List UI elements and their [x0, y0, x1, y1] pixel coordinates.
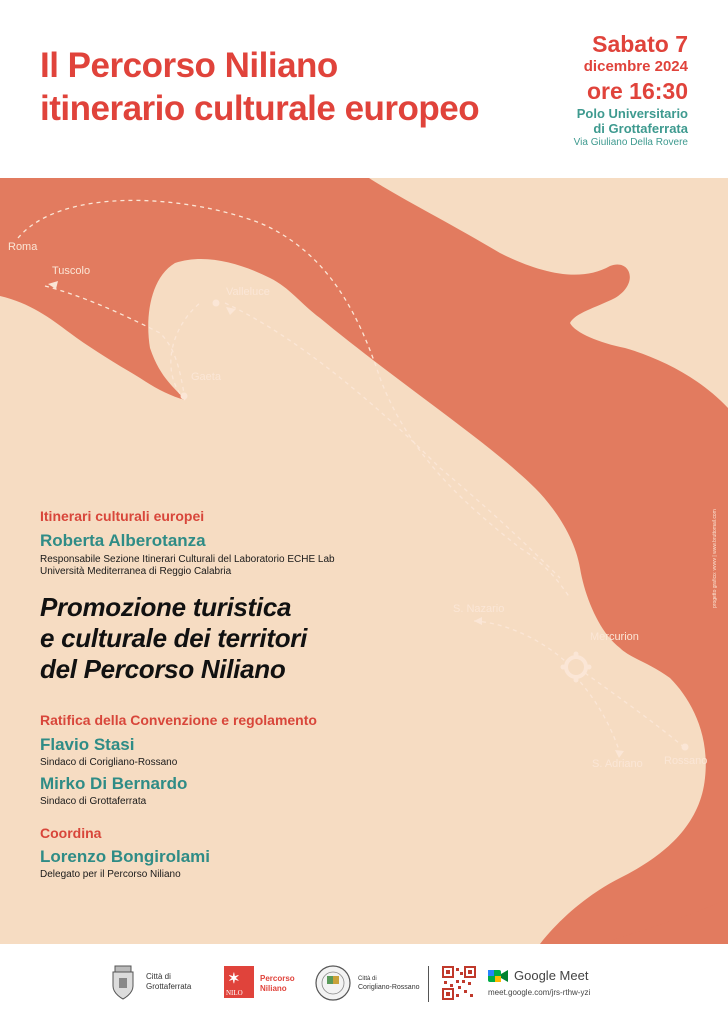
point-rossano — [682, 744, 689, 751]
logo-grottaferrata-text1: Città di — [146, 972, 171, 981]
logo-grottaferrata — [110, 964, 192, 1005]
place-label-rossano: Rossano — [664, 755, 708, 767]
header — [0, 0, 728, 178]
event-subtitle: itinerario culturale europeo — [40, 89, 480, 128]
arrow-sadriano — [615, 750, 624, 758]
speaker-affiliation: Università Mediterranea di Reggio Calabria — [40, 566, 232, 577]
speaker-block-bongirolami — [40, 847, 210, 881]
section-heading-ratifica — [40, 712, 317, 728]
speaker-block-stasi — [40, 735, 177, 769]
speaker-name: Lorenzo Bongirolami — [40, 847, 210, 866]
section-label: Coordina — [40, 825, 102, 841]
event-title: Il Percorso Niliano — [40, 46, 338, 85]
venue-address: Via Giuliano Della Rovere — [573, 137, 688, 148]
logo-percorso-niliano — [224, 966, 295, 998]
place-label-gaeta: Gaeta — [191, 371, 221, 383]
speaker-role: Sindaco di Grottaferrata — [40, 796, 147, 807]
niliano-mark-icon: ✶ NILO — [224, 966, 254, 998]
logo-corigliano-text1: Città di — [358, 976, 377, 982]
speaker-role: Delegato per il Percorso Niliano — [40, 869, 181, 880]
speaker-block-dibernardo — [40, 774, 187, 808]
qr-code[interactable] — [442, 966, 476, 1005]
logo-grottaferrata-text2: Grottaferrata — [146, 982, 192, 991]
place-label-tuscolo: Tuscolo — [52, 265, 91, 277]
speaker-role: Responsabile Sezione Itinerari Culturali del Laboratorio ECHE Lab — [40, 554, 335, 565]
event-day: Sabato 7 — [592, 31, 688, 57]
niliano-mark-text: NILO — [226, 989, 243, 997]
speaker-name: Roberta Alberotanza — [40, 531, 206, 550]
google-meet-link[interactable] — [488, 968, 591, 997]
event-month: dicembre 2024 — [583, 58, 688, 75]
mercurion-marker — [561, 652, 592, 683]
point-gaeta — [181, 393, 188, 400]
route-snazario — [474, 621, 565, 661]
corigliano-seal-icon — [314, 964, 352, 1002]
talk-title-line3: del Percorso Niliano — [40, 654, 286, 684]
google-meet-icon — [488, 968, 508, 984]
footer-divider — [428, 966, 429, 1002]
google-meet-url[interactable]: meet.google.com/jrs-rthw-yzi — [488, 988, 591, 997]
logo-corigliano-text2: Corigliano-Rossano — [358, 984, 420, 991]
place-label-snazario: S. Nazario — [453, 603, 505, 615]
qr-code-icon[interactable] — [442, 966, 476, 1000]
footer-logos — [0, 944, 728, 1024]
event-time: ore 16:30 — [586, 78, 688, 104]
place-label-sadriano: S. Adriano — [592, 758, 643, 770]
place-label-mercurion: Mercurion — [590, 631, 639, 643]
talk-title — [40, 592, 307, 685]
logo-corigliano-rossano — [314, 964, 420, 1007]
grottaferrata-crest-icon — [110, 964, 136, 1000]
talk-title-line1: Promozione turistica — [40, 592, 292, 622]
place-label-valleluce: Valleluce — [226, 286, 270, 298]
point-valleluce — [213, 300, 220, 307]
speaker-name: Mirko Di Bernardo — [40, 774, 188, 793]
google-meet-brand: Google Meet — [514, 968, 589, 983]
speaker-name: Flavio Stasi — [40, 735, 135, 754]
speaker-role: Sindaco di Corigliano-Rossano — [40, 757, 178, 768]
section-label: Itinerari culturali europei — [40, 508, 205, 524]
logo-niliano-text1: Percorso — [260, 974, 295, 983]
venue-name-line2: di Grottaferrata — [593, 121, 688, 136]
route-gaeta-valleluce — [171, 303, 200, 400]
speaker-block-alberotanza — [40, 531, 335, 578]
talk-title-line2: e culturale dei territori — [40, 623, 308, 653]
venue-name-line1: Polo Universitario — [576, 106, 688, 121]
section-heading-coordina — [40, 825, 101, 841]
route-sadriano — [575, 676, 620, 753]
logo-niliano-text2: Niliano — [260, 984, 287, 993]
design-credits: progetto grafico: vvvvv | www.bruttomail.com — [712, 509, 718, 608]
section-heading-itinerari — [40, 508, 204, 524]
date-block — [574, 30, 688, 149]
arrow-snazario — [474, 617, 482, 625]
place-label-roma: Roma — [8, 241, 38, 253]
section-label: Ratifica della Convenzione e regolamento — [40, 712, 317, 728]
